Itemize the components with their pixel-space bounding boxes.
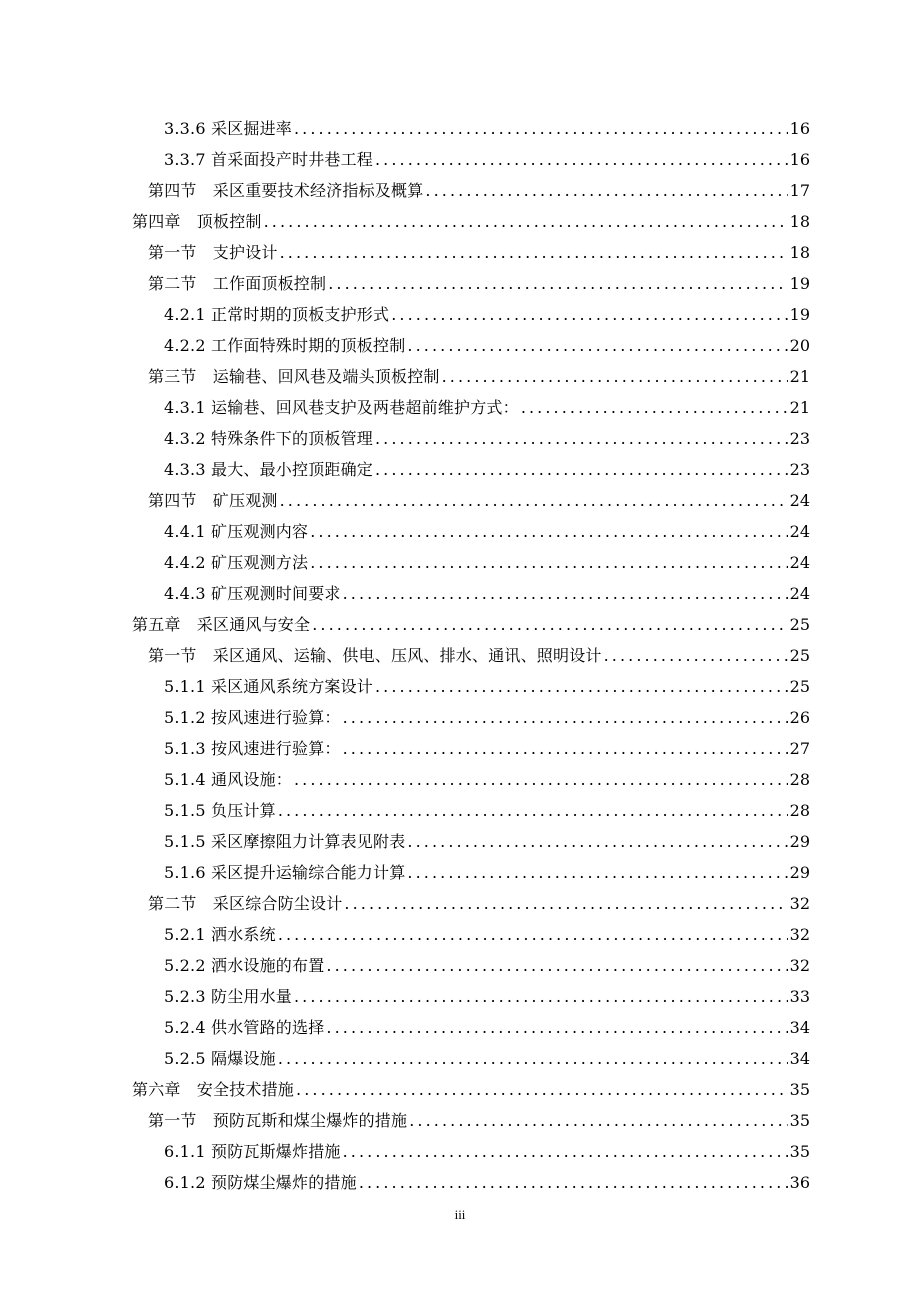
toc-entry-page-number: 17	[789, 181, 810, 200]
toc-entry[interactable]	[148, 237, 810, 268]
toc-entry-page-number: 24	[789, 522, 810, 541]
toc-entry-page-number: 18	[789, 212, 810, 231]
toc-entry[interactable]	[164, 671, 810, 702]
toc-entry[interactable]	[164, 764, 810, 795]
toc-dot-leader	[409, 1105, 787, 1136]
toc-entry-title: 3.3.6 采区掘进率	[164, 119, 292, 138]
toc-dot-leader	[278, 1043, 788, 1074]
toc-entry-title: 第五章 采区通风与安全	[132, 615, 311, 634]
toc-dot-leader	[296, 1074, 788, 1105]
toc-entry-title: 第一节 预防瓦斯和煤尘爆炸的措施	[148, 1111, 408, 1130]
toc-dot-leader	[407, 826, 787, 857]
toc-dot-leader	[294, 764, 788, 795]
toc-entry-title: 4.4.1 矿压观测内容	[164, 522, 309, 541]
page-number-footer: iii	[454, 1207, 466, 1222]
table-of-contents	[0, 113, 920, 1198]
toc-entry-page-number: 16	[789, 150, 810, 169]
toc-entry-page-number: 29	[789, 832, 810, 851]
toc-entry-page-number: 23	[789, 429, 810, 448]
toc-entry-page-number: 25	[789, 677, 810, 696]
toc-entry-title: 4.4.2 矿压观测方法	[164, 553, 309, 572]
toc-entry-title: 4.3.1 运输巷、回风巷支护及两巷超前维护方式：	[164, 398, 519, 417]
toc-entry[interactable]	[164, 1043, 810, 1074]
toc-entry-title: 4.3.2 特殊条件下的顶板管理	[164, 429, 373, 448]
toc-entry[interactable]	[164, 1012, 810, 1043]
toc-entry-title: 5.2.5 隔爆设施	[164, 1049, 276, 1068]
toc-entry[interactable]	[164, 981, 810, 1012]
toc-dot-leader	[264, 206, 788, 237]
toc-dot-leader	[278, 919, 788, 950]
toc-entry-page-number: 36	[789, 1173, 810, 1192]
toc-dot-leader	[442, 361, 788, 392]
toc-entry[interactable]	[164, 144, 810, 175]
toc-dot-leader	[278, 795, 788, 826]
toc-entry-page-number: 32	[789, 894, 810, 913]
toc-entry-page-number: 24	[789, 584, 810, 603]
toc-entry-title: 第四节 采区重要技术经济指标及概算	[148, 181, 424, 200]
toc-entry-title: 4.2.1 正常时期的顶板支护形式	[164, 305, 390, 324]
toc-dot-leader	[391, 299, 787, 330]
toc-dot-leader	[407, 857, 787, 888]
toc-dot-leader	[328, 268, 787, 299]
toc-entry[interactable]	[164, 578, 810, 609]
toc-entry-page-number: 16	[789, 119, 810, 138]
toc-entry-page-number: 32	[789, 925, 810, 944]
toc-dot-leader	[407, 330, 787, 361]
toc-entry-title: 第二节 工作面顶板控制	[148, 274, 327, 293]
toc-entry-page-number: 25	[789, 615, 810, 634]
toc-entry-title: 5.1.5 采区摩擦阻力计算表见附表	[164, 832, 406, 851]
toc-entry[interactable]	[164, 1167, 810, 1198]
toc-entry-page-number: 27	[789, 739, 810, 758]
toc-entry[interactable]	[148, 175, 810, 206]
toc-entry-title: 第六章 安全技术措施	[132, 1080, 295, 1099]
toc-entry[interactable]	[164, 392, 810, 423]
toc-entry-title: 5.1.6 采区提升运输综合能力计算	[164, 863, 406, 882]
toc-entry-page-number: 21	[789, 398, 810, 417]
toc-entry-title: 第一节 采区通风、运输、供电、压风、排水、通讯、照明设计	[148, 646, 602, 665]
toc-entry-page-number: 24	[789, 491, 810, 510]
toc-dot-leader	[344, 888, 787, 919]
toc-entry-page-number: 26	[789, 708, 810, 727]
toc-entry[interactable]	[164, 826, 810, 857]
toc-dot-leader	[359, 1167, 788, 1198]
toc-entry-title: 4.2.2 工作面特殊时期的顶板控制	[164, 336, 406, 355]
toc-entry-page-number: 23	[789, 460, 810, 479]
toc-entry-title: 5.2.2 洒水设施的布置	[164, 956, 325, 975]
toc-entry[interactable]	[164, 330, 810, 361]
toc-dot-leader	[375, 454, 788, 485]
toc-entry-title: 第四章 顶板控制	[132, 212, 262, 231]
toc-dot-leader	[312, 609, 787, 640]
toc-entry[interactable]	[164, 919, 810, 950]
toc-entry[interactable]	[164, 733, 810, 764]
toc-entry[interactable]	[164, 516, 810, 547]
toc-dot-leader	[326, 1012, 787, 1043]
toc-entry-title: 5.2.3 防尘用水量	[164, 987, 292, 1006]
toc-entry-page-number: 28	[789, 801, 810, 820]
toc-dot-leader	[326, 950, 787, 981]
toc-entry[interactable]	[164, 423, 810, 454]
toc-entry[interactable]	[164, 702, 810, 733]
toc-dot-leader	[343, 702, 788, 733]
toc-entry-title: 5.1.5 负压计算	[164, 801, 276, 820]
toc-entry-page-number: 35	[789, 1111, 810, 1130]
toc-dot-leader	[343, 733, 788, 764]
toc-entry[interactable]	[164, 454, 810, 485]
toc-entry[interactable]	[148, 485, 810, 516]
toc-dot-leader	[521, 392, 788, 423]
toc-entry-title: 第四节 矿压观测	[148, 491, 278, 510]
toc-dot-leader	[280, 485, 788, 516]
toc-entry[interactable]	[148, 1105, 810, 1136]
toc-entry-title: 4.4.3 矿压观测时间要求	[164, 584, 341, 603]
toc-entry-page-number: 21	[789, 367, 810, 386]
toc-entry[interactable]	[164, 857, 810, 888]
toc-dot-leader	[280, 237, 788, 268]
toc-dot-leader	[425, 175, 787, 206]
toc-dot-leader	[343, 578, 788, 609]
toc-dot-leader	[604, 640, 788, 671]
toc-entry-title: 5.1.1 采区通风系统方案设计	[164, 677, 373, 696]
toc-entry-page-number: 35	[789, 1080, 810, 1099]
toc-entry-page-number: 29	[789, 863, 810, 882]
toc-dot-leader	[343, 1136, 788, 1167]
toc-entry-page-number: 28	[789, 770, 810, 789]
toc-entry[interactable]	[164, 950, 810, 981]
toc-entry-page-number: 24	[789, 553, 810, 572]
toc-entry[interactable]	[148, 888, 810, 919]
toc-entry-title: 5.1.2 按风速进行验算：	[164, 708, 341, 727]
toc-dot-leader	[310, 547, 787, 578]
toc-entry[interactable]	[148, 640, 810, 671]
toc-entry-page-number: 25	[789, 646, 810, 665]
toc-entry-page-number: 33	[789, 987, 810, 1006]
toc-entry-title: 3.3.7 首采面投产时井巷工程	[164, 150, 373, 169]
toc-entry[interactable]	[164, 299, 810, 330]
toc-entry-page-number: 34	[789, 1049, 810, 1068]
toc-entry-page-number: 35	[789, 1142, 810, 1161]
toc-entry-page-number: 32	[789, 956, 810, 975]
toc-entry-page-number: 19	[789, 274, 810, 293]
toc-dot-leader	[375, 423, 788, 454]
toc-entry-title: 5.2.1 洒水系统	[164, 925, 276, 944]
toc-dot-leader	[294, 113, 788, 144]
toc-entry-title: 第二节 采区综合防尘设计	[148, 894, 343, 913]
toc-entry-page-number: 20	[789, 336, 810, 355]
toc-entry[interactable]	[164, 1136, 810, 1167]
toc-entry-page-number: 34	[789, 1018, 810, 1037]
toc-entry[interactable]	[132, 206, 810, 237]
toc-entry[interactable]	[164, 113, 810, 144]
toc-entry[interactable]	[164, 795, 810, 826]
toc-entry[interactable]	[132, 609, 810, 640]
toc-dot-leader	[375, 144, 788, 175]
toc-entry-title: 5.1.4 通风设施：	[164, 770, 292, 789]
toc-entry-title: 5.2.4 供水管路的选择	[164, 1018, 325, 1037]
toc-entry-title: 6.1.2 预防煤尘爆炸的措施	[164, 1173, 357, 1192]
toc-dot-leader	[310, 516, 787, 547]
toc-dot-leader	[294, 981, 788, 1012]
toc-entry[interactable]	[164, 547, 810, 578]
toc-entry-title: 4.3.3 最大、最小控顶距确定	[164, 460, 373, 479]
toc-entry-title: 第三节 运输巷、回风巷及端头顶板控制	[148, 367, 440, 386]
toc-entry-title: 5.1.3 按风速进行验算：	[164, 739, 341, 758]
toc-entry-page-number: 18	[789, 243, 810, 262]
toc-entry[interactable]	[132, 1074, 810, 1105]
toc-dot-leader	[375, 671, 788, 702]
toc-entry-title: 第一节 支护设计	[148, 243, 278, 262]
toc-entry[interactable]	[148, 268, 810, 299]
toc-entry-page-number: 19	[789, 305, 810, 324]
toc-entry-title: 6.1.1 预防瓦斯爆炸措施	[164, 1142, 341, 1161]
toc-entry[interactable]	[148, 361, 810, 392]
